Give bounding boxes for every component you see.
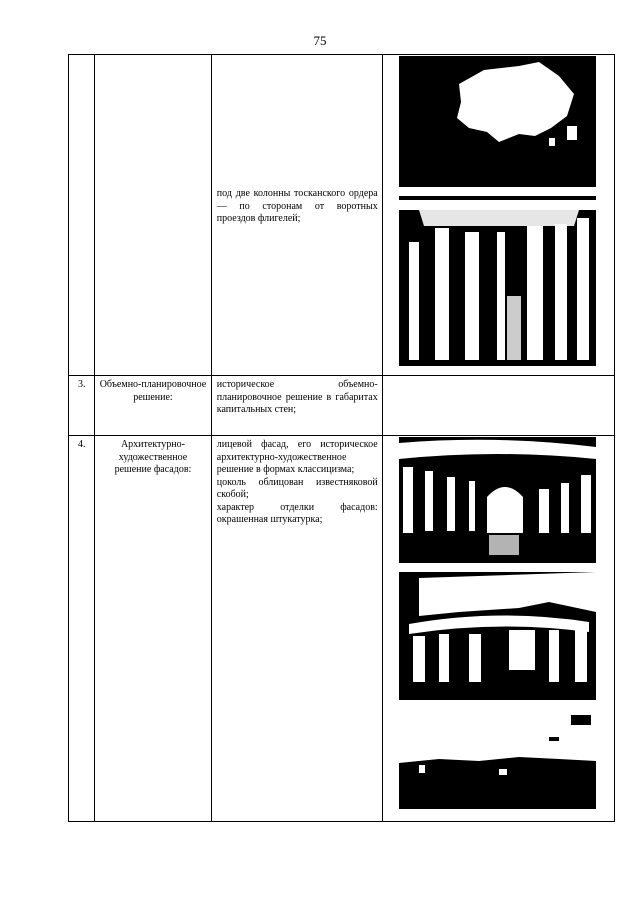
row-number: 4.	[69, 436, 95, 822]
photo-cell	[382, 376, 614, 436]
table-row	[69, 436, 615, 822]
page-number: 75	[313, 33, 327, 48]
table-row	[69, 55, 615, 376]
row-description: под две колонны тосканского ордера — по сторонам от воротных проездов флигелей;	[211, 55, 382, 376]
photo-street-view	[399, 709, 596, 809]
street-photo-icon	[399, 709, 596, 809]
row-description	[211, 436, 382, 822]
row-number: 3.	[69, 376, 95, 436]
photo-cell	[382, 436, 614, 822]
facade-photo-icon	[399, 572, 596, 700]
row-name	[95, 55, 212, 376]
description-line: цоколь облицован известняковой скобой;	[216, 476, 378, 500]
description-line: характер отделки фасадов: окрашенная штукатурка;	[216, 501, 378, 525]
photo-cell	[382, 55, 614, 376]
row-name: Архитектурно-художественное решение фасадов:	[95, 436, 212, 822]
photo-wing-facade	[399, 572, 596, 700]
row-description: историческое объемно-планировочное решение в габаритах капитальных стен;	[211, 376, 382, 436]
table-row	[69, 376, 615, 436]
photo-facade-top	[399, 56, 596, 187]
photo-tuscan-colonnade	[399, 196, 596, 366]
description-line: лицевой фасад, его историческое архитектурно-художественное решение в формах классицизма;	[216, 439, 378, 475]
colonnade-photo-icon	[399, 437, 596, 563]
facade-photo-icon	[399, 56, 596, 187]
monument-subject-table	[68, 54, 615, 822]
colonnade-photo-icon	[399, 196, 596, 366]
row-name: Объемно-планировочное решение:	[95, 376, 212, 436]
photo-curved-colonnade	[399, 437, 596, 563]
row-number	[69, 55, 95, 376]
